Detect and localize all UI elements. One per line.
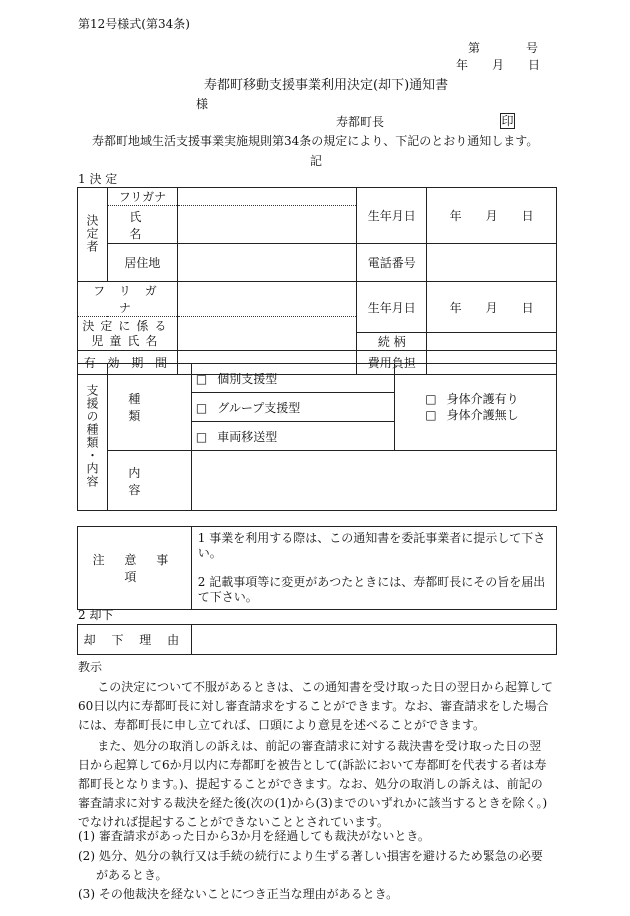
sender-name: 寿都町長 xyxy=(336,115,385,129)
kyoji-item-3: (3) その他裁決を経ないことにつき正当な理由があるとき。 xyxy=(78,887,399,901)
kyoji-item-1: (1) 審査請求があった日から3か月を経過しても裁決がないとき。 xyxy=(78,829,430,843)
document-title: 寿都町移動支援事業利用決定(却下)通知書 xyxy=(204,78,449,93)
rejection-reason-value[interactable] xyxy=(191,625,556,655)
form-number: 第12号様式(第34条) xyxy=(78,17,190,31)
note-2: 2 記載事項等に変更があつたときには、寿都町長にその旨を届出て下さい。 xyxy=(197,575,546,604)
cost-label: 費用負担 xyxy=(357,351,427,375)
name-value[interactable] xyxy=(177,206,357,244)
notes-label: 注 意 事 項 xyxy=(78,527,192,610)
care-options[interactable] xyxy=(395,364,557,451)
name-label: 氏 名 xyxy=(107,206,177,244)
notes-content xyxy=(191,527,556,610)
support-table xyxy=(77,363,557,511)
note-1: 1 事業を利用する際は、この通知書を委託事業者に提示して下さい。 xyxy=(197,531,546,560)
relation-label: 続 柄 xyxy=(357,333,427,351)
birthdate-value[interactable]: 年 月 日 xyxy=(427,188,557,244)
notes-table xyxy=(77,526,557,610)
kyoji-item-2: (2) 処分、処分の執行又は手続の続行により生ずる著しい損害を避けるため緊急の必要があるとき。 xyxy=(78,849,543,882)
addressee-sama: 様 xyxy=(196,97,209,111)
ki-heading: 記 xyxy=(310,154,323,168)
content-label: 内 容 xyxy=(107,451,191,511)
care-with[interactable]: □ 身体介護有り xyxy=(425,392,519,406)
intro-text: 寿都町地域生活支援事業実施規則第34条の規定により、下記のとおり通知します。 xyxy=(92,134,539,148)
child-name-value[interactable] xyxy=(177,317,357,351)
phone-label: 電話番号 xyxy=(357,244,427,282)
relation-value[interactable] xyxy=(427,333,557,351)
date-day: 日 xyxy=(528,58,541,72)
valid-period-label: 有 効 期 間 xyxy=(78,351,178,375)
rejection-table xyxy=(77,624,557,655)
child-furigana-label: フ リ ガ ナ xyxy=(78,282,178,317)
number-dai: 第 xyxy=(468,41,481,55)
birthdate2-value[interactable]: 年 月 日 xyxy=(427,282,557,333)
support-group-label: 支援の種類・内容 xyxy=(78,364,108,511)
care-without[interactable]: □ 身体介護無し xyxy=(425,408,519,422)
child-furigana-value[interactable] xyxy=(177,282,357,317)
furigana-value[interactable] xyxy=(177,188,357,206)
date-year: 年 xyxy=(456,58,469,72)
section-2-heading: 2 却下 xyxy=(78,608,114,622)
birthdate2-label: 生年月日 xyxy=(357,282,427,333)
address-value[interactable] xyxy=(177,244,357,282)
address-label: 居住地 xyxy=(107,244,177,282)
furigana-label: フリガナ xyxy=(107,188,177,206)
number-go: 号 xyxy=(526,41,539,55)
type-option-vehicle[interactable]: □ 車両移送型 xyxy=(191,422,394,451)
type-option-individual[interactable]: □ 個別支援型 xyxy=(191,364,394,393)
decision-table xyxy=(77,187,557,375)
section-1-heading: 1 決 定 xyxy=(78,172,118,186)
type-option-group[interactable]: □ グループ支援型 xyxy=(191,393,394,422)
child-name-label: 決定に係る児童氏名 xyxy=(78,317,178,351)
decider-group-label: 決定者 xyxy=(78,188,108,282)
content-value[interactable] xyxy=(191,451,556,511)
date-month: 月 xyxy=(492,58,505,72)
kyoji-title: 教示 xyxy=(78,660,103,674)
seal-mark: 印 xyxy=(501,114,514,128)
kyoji-paragraph-2: また、処分の取消しの訴えは、前記の審査請求に対する裁決書を受け取った日の翌日から起算して6か月以内に寿都町を被告として(訴訟において寿都町を代表する者は寿都町長となります。)、提起することができます。なお、処分の取消しの訴えは、前記の審査請求に対する裁決を経た後(次の(1)から(3)までのいずれかに該当するときを除く。)でなければ提起することができないこととされています。 xyxy=(78,739,548,829)
phone-value[interactable] xyxy=(427,244,557,282)
birthdate-label: 生年月日 xyxy=(357,188,427,244)
rejection-label: 却 下 理 由 xyxy=(78,625,192,655)
kyoji-paragraph-1: この決定について不服があるときは、この通知書を受け取った日の翌日から起算して60日以内に寿都町長に対し審査請求をすることができます。なお、審査請求をした場合には、寿都町長に申し立てれば、口頭により意見を述べることができます。 xyxy=(78,680,553,732)
type-label: 種 類 xyxy=(107,364,191,451)
